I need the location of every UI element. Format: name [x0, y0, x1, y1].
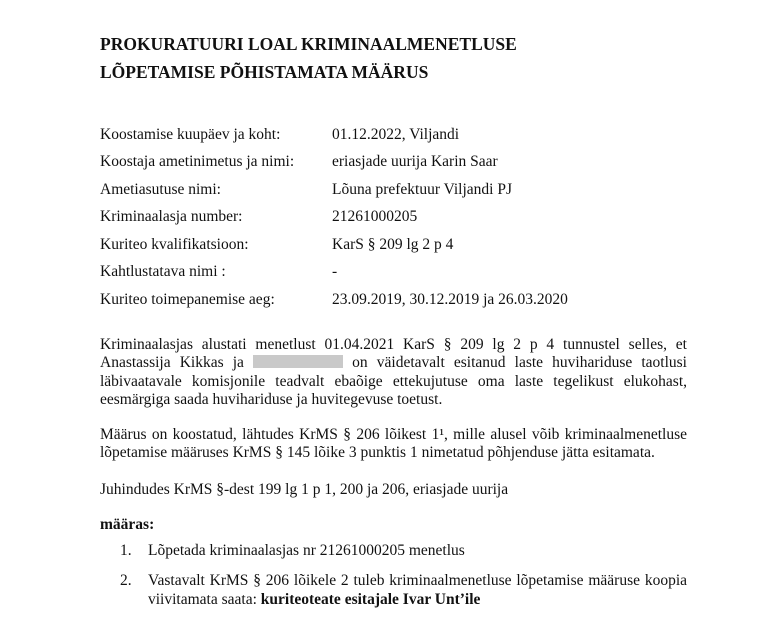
title-line-1: PROKURATUURI LOAL KRIMINAALMENETLUSE [100, 34, 517, 54]
field-row [100, 176, 660, 204]
field-value: 23.09.2019, 30.12.2019 ja 26.03.2020 [332, 290, 568, 308]
item-number: 2. [120, 572, 132, 590]
decision-heading: määras: [100, 516, 155, 533]
item-recipient: kuriteoteate esitajale Ivar Unt’ile [260, 590, 481, 608]
decision-item [100, 542, 687, 560]
case-description-paragraph [100, 336, 687, 409]
field-value: - [332, 263, 338, 281]
field-label: Kriminaalasja number: [100, 208, 243, 226]
paragraph-text-before: Kriminaalasjas alustati menetlust 01.04.2021 KarS § 209 lg 2 p 4 tunnustel selles, et Anastassija Kikkas ja [100, 336, 687, 372]
item-text: Lõpetada kriminaalasjas nr 21261000205 menetlus [148, 542, 465, 559]
legal-basis-paragraph: Määrus on koostatud, lähtudes KrMS § 206 lõikest 1¹, mille alusel võib kriminaalmenetluse lõpetamise määruses KrMS § 145 lõike 3 punktis 1 nimetatud põhjenduse jätta esitamata. [100, 426, 687, 462]
field-label: Koostamise kuupäev ja koht: [100, 125, 281, 143]
field-value: eriasjade uurija Karin Saar [332, 153, 498, 171]
decision-item [100, 572, 687, 609]
redacted-name [253, 355, 343, 368]
field-row [100, 121, 660, 149]
field-row [100, 204, 660, 232]
field-value: 01.12.2022, Viljandi [332, 125, 460, 143]
case-details-table [100, 121, 660, 314]
field-label: Kuriteo toimepanemise aeg: [100, 290, 275, 308]
field-row [100, 149, 660, 177]
field-label: Kuriteo kvalifikatsioon: [100, 235, 249, 253]
field-label: Koostaja ametinimetus ja nimi: [100, 153, 295, 171]
item-text: Vastavalt KrMS § 206 lõikele 2 tuleb kriminaalmenetluse lõpetamise määruse koopia viivitamata saata: [148, 572, 687, 608]
authority-paragraph: Juhindudes KrMS §-dest 199 lg 1 p 1, 200 ja 206, eriasjade uurija [100, 481, 509, 498]
title-line-2: LÕPETAMISE PÕHISTAMATA MÄÄRUS [100, 62, 429, 82]
decision-list [100, 542, 687, 609]
field-row [100, 231, 660, 259]
item-number: 1. [120, 542, 132, 559]
field-row [100, 259, 660, 287]
field-label: Kahtlustatava nimi : [100, 263, 226, 281]
paragraph-text-after: on väidetavalt esitanud laste huvihariduse taotlusi läbivaatavale komisjonile teadvalt ebaõige ettekujutuse oma laste tegelikust elukohast, eesmärgiga saada huvihariduse ja huvitegevuse toetust. [100, 354, 687, 408]
field-value: 21261000205 [332, 208, 418, 226]
document-title [100, 30, 517, 86]
field-label: Ametiasutuse nimi: [100, 180, 221, 198]
field-value: KarS § 209 lg 2 p 4 [332, 235, 454, 253]
field-value: Lõuna prefektuur Viljandi PJ [332, 180, 513, 198]
field-row [100, 286, 660, 314]
